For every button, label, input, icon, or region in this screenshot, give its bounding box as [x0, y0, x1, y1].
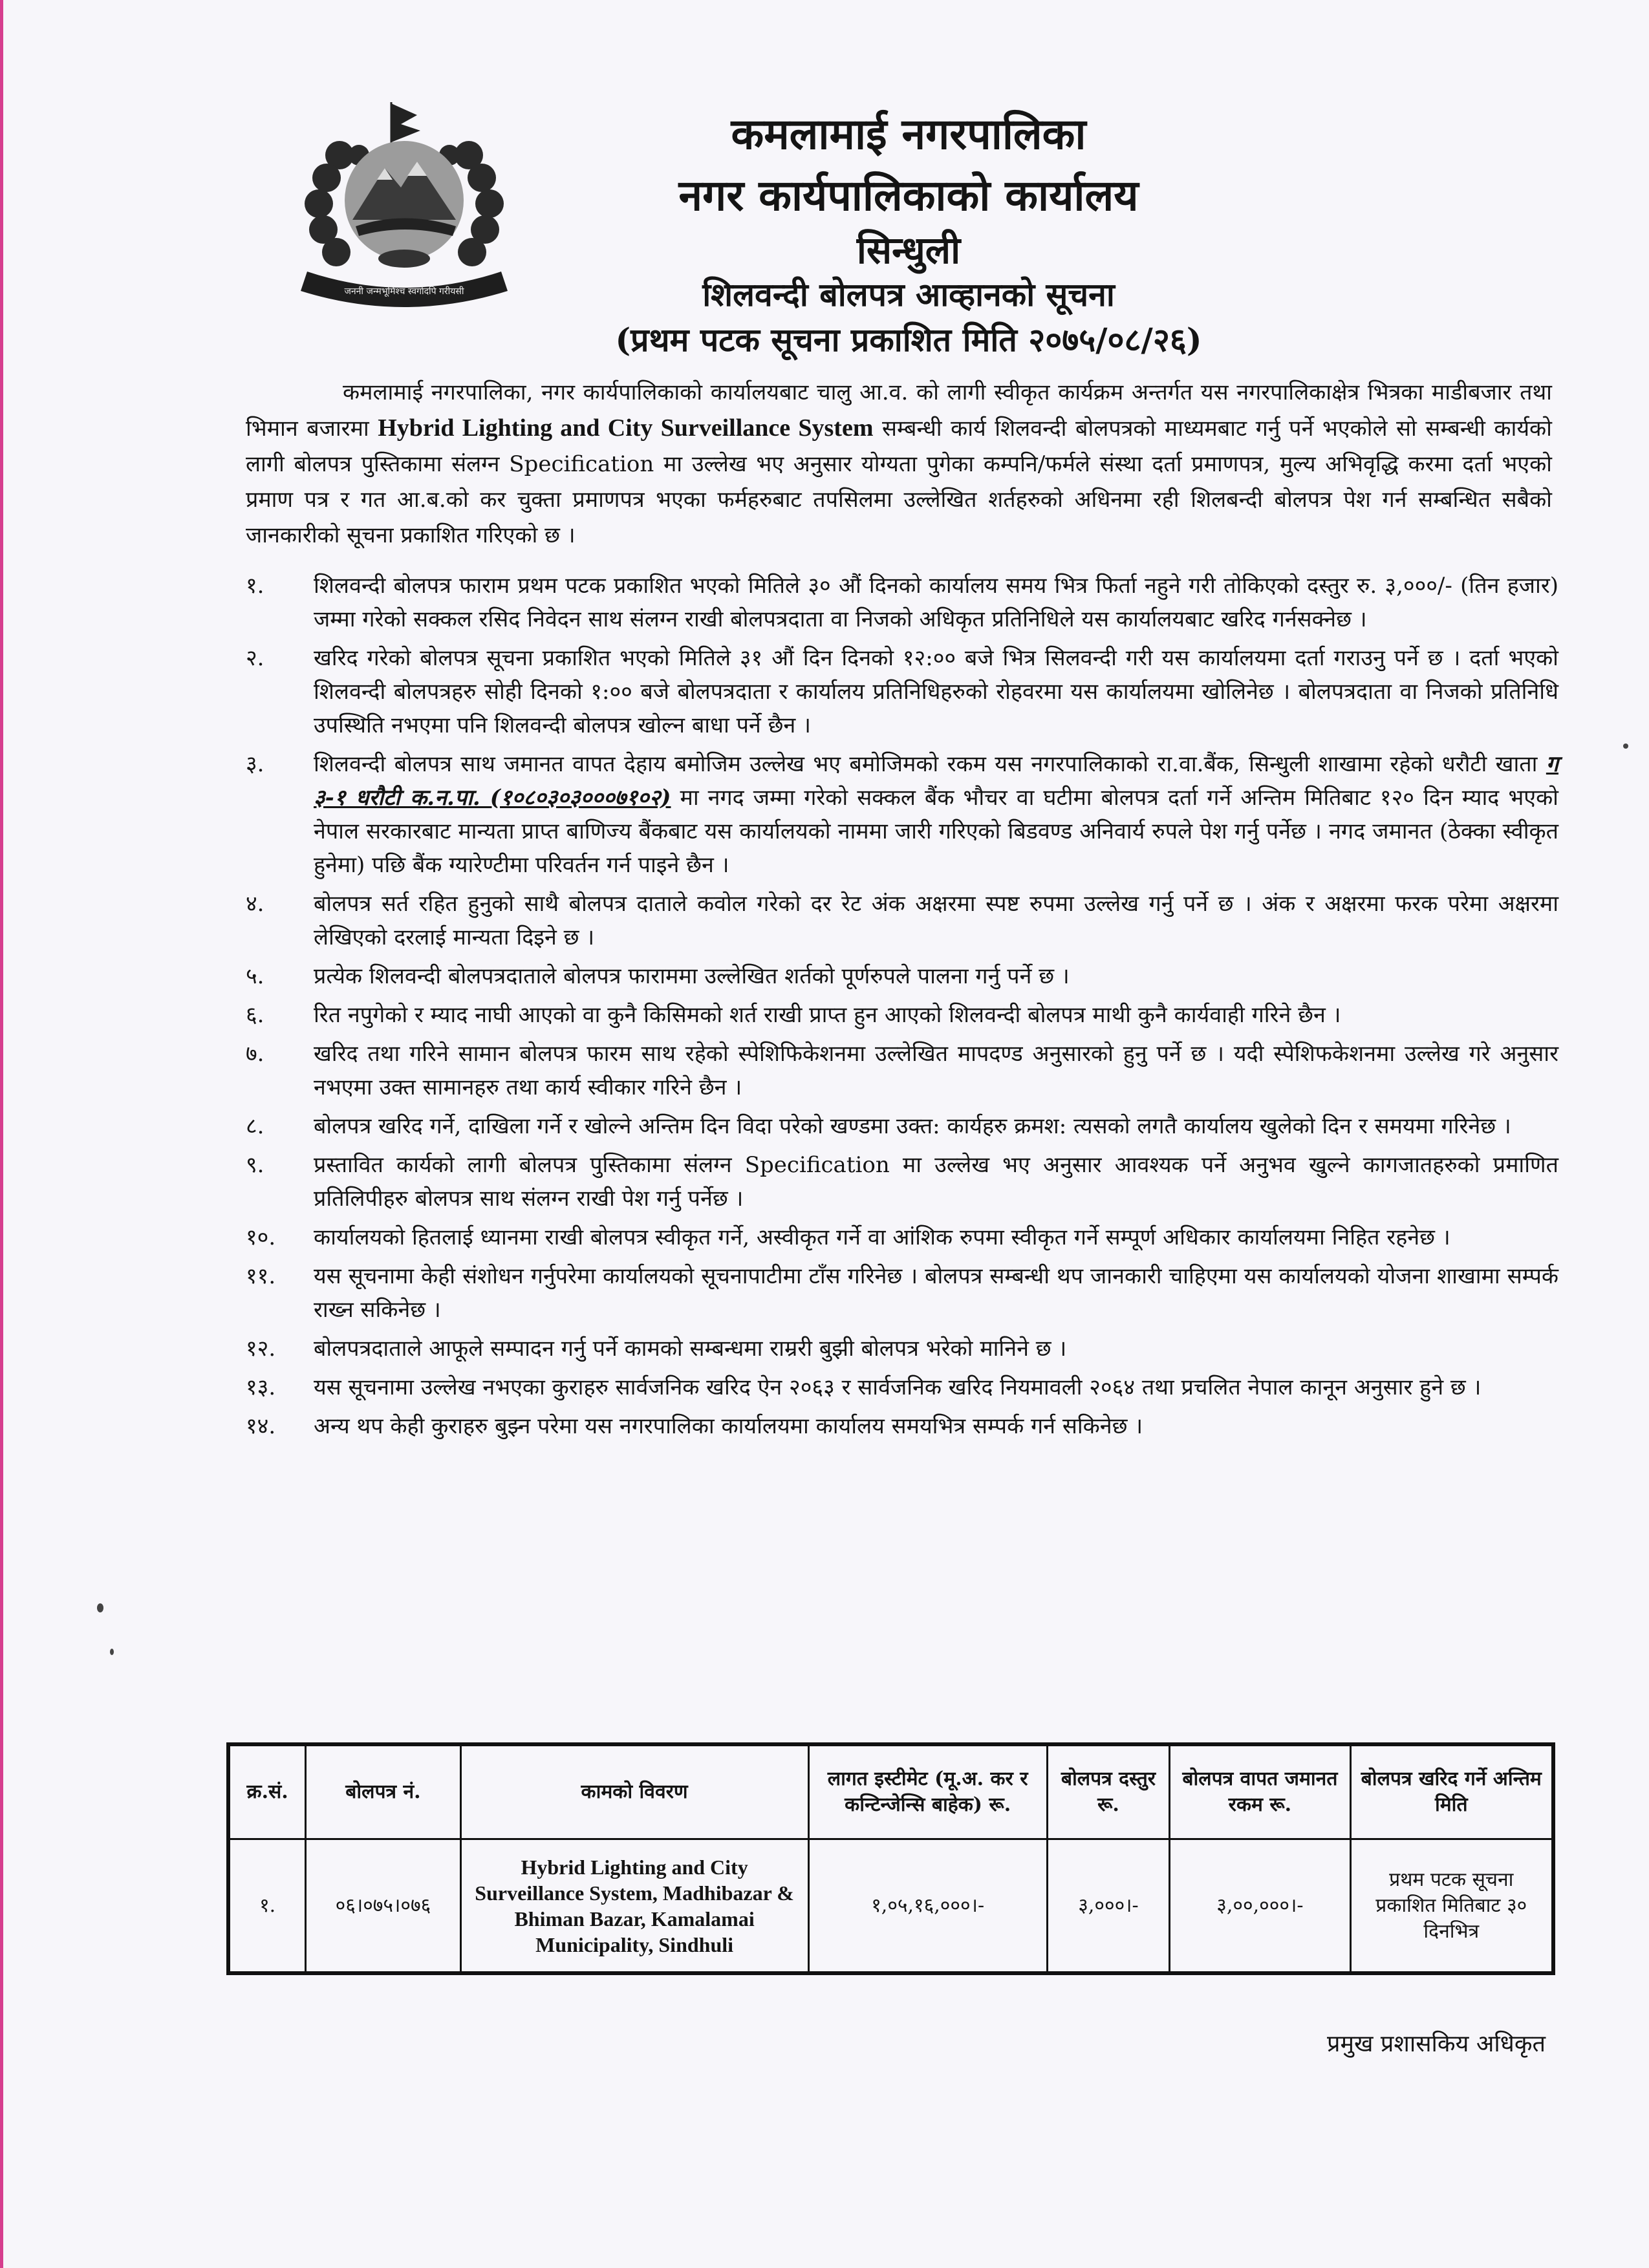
clause-item [233, 998, 1558, 1032]
column-header-description: कामको विवरण [460, 1744, 808, 1839]
clause-item [233, 887, 1558, 954]
clause-number: ११. [246, 1263, 276, 1289]
cell-bond: ३,००,०००।- [1170, 1839, 1350, 1974]
clause-item [233, 1109, 1558, 1143]
clause-item [233, 1259, 1558, 1327]
cell-description: Hybrid Lighting and City Surveillance System, Madhibazar & Bhiman Bazar, Kamalamai Municipality, Sindhuli [460, 1839, 808, 1974]
office-subtitle: नगर कार्यपालिकाको कार्यालय [678, 170, 1139, 220]
clause-text: अन्य थप केही कुराहरु बुझ्न परेमा यस नगरपालिका कार्यालयमा कार्यालय समयभित्र सम्पर्क गर्न सकिनेछ । [314, 1413, 1143, 1439]
clause-text: शिलवन्दी बोलपत्र फाराम प्रथम पटक प्रकाशित भएको मितिले ३० औं दिनको कार्यालय समय भित्र फिर्ता नहुने गरी तोकिएको दस्तुर रु. ३,०००/- (तिन हजार) जम्मा गरेको सक्कल रसिद निवेदन साथ संलग्न राखी बोलपत्रदाता वा निजको अधिकृत प्रतिनिधिले यस कार्यालयबाट खरिद गर्नसक्नेछ । [314, 573, 1558, 632]
nepal-government-emblem-icon [294, 97, 514, 310]
clause-text: रित नपुगेको र म्याद नाघी आएको वा कुनै किसिमको शर्त राखी प्राप्त हुन आएको शिलवन्दी बोलपत्र माथी कुनै कार्यवाही गरिने छैन । [314, 1002, 1341, 1028]
clause-number: १४. [246, 1413, 276, 1439]
column-header-bid-number: बोलपत्र नं. [306, 1744, 460, 1839]
clause-item [233, 1409, 1558, 1443]
clause-item [233, 1332, 1558, 1365]
cell-serial: १. [228, 1839, 306, 1974]
page-edge [0, 0, 3, 2268]
clause-number: ९. [246, 1152, 264, 1178]
table-header-row [228, 1744, 1553, 1839]
clause-number: १२. [246, 1336, 276, 1362]
column-header-estimate: लागत इस्टीमेट (मू.अ. कर र कन्टिन्जेन्सि बाहेक) रू. [808, 1744, 1047, 1839]
clause-text: यस सूचनामा केही संशोधन गर्नुपरेमा कार्यालयको सूचनापाटीमा टाँस गरिनेछ । बोलपत्र सम्बन्धी थप जानकारी चाहिएमा यस कार्यालयको योजना शाखामा सम्पर्क राख्न सकिनेछ । [314, 1263, 1558, 1323]
clause-number: ७. [246, 1041, 264, 1067]
bid-details-table [226, 1742, 1555, 1975]
intro-text-1: कमलामाई नगरपालिका, नगर कार्यपालिकाको कार्यालयबाट चालु आ.व. को लागी स्वीकृत कार्यक्रम अन्तर्गत यस नगरपालिकाक्षेत्र भित्रका माडीबजार तथा भिमान बजारमा [246, 380, 1552, 442]
column-header-deadline: बोलपत्र खरिद गर्ने अन्तिम मिति [1350, 1744, 1553, 1839]
clause-text: शिलवन्दी बोलपत्र साथ जमानत वापत देहाय बमोजिम उल्लेख भए बमोजिमको रकम यस नगरपालिकाको रा.वा.बैंक, सिन्धुली शाखामा रहेको धरौटी खाता [314, 751, 1538, 777]
clause-item [233, 959, 1558, 993]
scan-speck [97, 1603, 103, 1612]
column-header-serial: क्र.सं. [228, 1744, 306, 1839]
clause-item [233, 1221, 1558, 1254]
cell-deadline: प्रथम पटक सूचना प्रकाशित मितिबाट ३० दिनभित्र [1350, 1839, 1553, 1974]
table-row [228, 1839, 1553, 1974]
clause-item [233, 747, 1558, 882]
scan-speck [1623, 744, 1628, 749]
office-name: कमलामाई नगरपालिका [731, 109, 1086, 159]
cell-estimate: १,०५,१६,०००।- [808, 1839, 1047, 1974]
clause-text-continued: मा नगद जम्मा गरेको सक्कल बैंक भौचर वा घटीमा बोलपत्र दर्ता गर्ने अन्तिम मितिबाट १२० दिन म्याद भएको नेपाल सरकारबाट मान्यता प्राप्त बाणिज्य बैंकबाट यस कार्यालयको नाममा जारी गरिएको बिडवण्ड अनिवार्य रुपले पेश गर्नु पर्नेछ । नगद जमानत (ठेक्का स्वीकृत हुनेमा) पछि बैंक ग्यारेण्टीमा परिवर्तन गर्न पाइने छैन । [314, 785, 1558, 878]
cell-fee: ३,०००।- [1047, 1839, 1170, 1974]
clause-text: यस सूचनामा उल्लेख नभएका कुराहरु सार्वजनिक खरिद ऐन २०६३ र सार्वजनिक खरिद नियमावली २०६४ तथा प्रचलित नेपाल कानून अनुसार हुने छ । [314, 1375, 1482, 1400]
clause-item [233, 1037, 1558, 1104]
clause-list [233, 569, 1558, 1448]
district-name: सिन्धुली [856, 228, 961, 272]
scan-speck [110, 1649, 114, 1655]
clause-number: ८. [246, 1113, 264, 1139]
column-header-bond: बोलपत्र वापत जमानत रकम रू. [1170, 1744, 1350, 1839]
clause-item [233, 1371, 1558, 1404]
clause-item [233, 641, 1558, 742]
clause-number: ५. [246, 963, 264, 989]
clause-text: खरिद तथा गरिने सामान बोलपत्र फारम साथ रहेको स्पेशिफिकेशनमा उल्लेखित मापदण्ड अनुसारको हुनु पर्ने छ । यदी स्पेशिफकेशनमा उल्लेख गरे अनुसार नभएमा उक्त सामानहरु तथा कार्य स्वीकार गरिने छैन । [314, 1041, 1558, 1100]
clause-text: खरिद गरेको बोलपत्र सूचना प्रकाशित भएको मितिले ३१ औं दिन दिनको १२:०० बजे भित्र सिलवन्दी गरी यस कार्यालयमा दर्ता गराउनु पर्ने छ । दर्ता भएको शिलवन्दी बोलपत्रहरु सोही दिनको १:०० बजे बोलपत्रदाता र कार्यालय प्रतिनिधिहरुको रोहवरमा यस कार्यालयमा खोलिनेछ । बोलपत्रदाता वा निजको प्रतिनिधि उपस्थिति नभएमा पनि शिलवन्दी बोलपत्र खोल्न बाधा पर्ने छैन । [314, 645, 1558, 738]
clause-text: बोलपत्र सर्त रहित हुनुको साथै बोलपत्र दाताले कवोल गरेको दर रेट अंक अक्षरमा स्पष्ट रुपमा उल्लेख गर्नु पर्ने छ । अंक र अक्षरमा फरक परेमा अक्षरमा लेखिएको दरलाई मान्यता दिइने छ । [314, 891, 1558, 950]
project-name: Hybrid Lighting and City Surveillance System [378, 414, 874, 442]
clause-text: प्रस्तावित कार्यको लागी बोलपत्र पुस्तिकामा संलग्न Specification मा उल्लेख भए अनुसार आवश्यक पर्ने अनुभव खुल्ने कागजातहरुको प्रमाणित प्रतिलिपीहरु बोलपत्र साथ संलग्न राखी पेश गर्नु पर्नेछ । [314, 1152, 1558, 1212]
notice-title: शिलवन्दी बोलपत्र आव्हानको सूचना [702, 275, 1115, 314]
clause-number: २. [246, 645, 264, 671]
clause-text: कार्यालयको हितलाई ध्यानमा राखी बोलपत्र स्वीकृत गर्ने, अस्वीकृत गर्ने वा आंशिक रुपमा स्वीकृत गर्ने सम्पूर्ण अधिकार कार्यालयमा निहित रहनेछ । [314, 1225, 1450, 1250]
intro-paragraph [246, 375, 1552, 553]
clause-number: १. [246, 573, 264, 599]
clause-text: प्रत्येक शिलवन्दी बोलपत्रदाताले बोलपत्र फाराममा उल्लेखित शर्तको पूर्णरुपले पालना गर्नु पर्ने छ । [314, 963, 1070, 989]
clause-text: बोलपत्रदाताले आफूले सम्पादन गर्नु पर्ने कामको सम्बन्धमा राम्ररी बुझी बोलपत्र भरेको मानिने छ । [314, 1336, 1067, 1362]
clause-number: १०. [246, 1225, 276, 1250]
svg-text:जननी जन्मभूमिश्च स्वर्गादपि गर: जननी जन्मभूमिश्च स्वर्गादपि गरीयसी [344, 286, 464, 297]
cell-bid-number: ०६।०७५।०७६ [306, 1839, 460, 1974]
clause-number: ३. [246, 751, 264, 777]
clause-number: ४. [246, 891, 264, 917]
deposit-account-number: ग ३-१ धरौटी क.न.पा. (१०८०३०३०००७१०२) [314, 751, 1558, 811]
clause-number: १३. [246, 1375, 276, 1400]
column-header-fee: बोलपत्र दस्तुर रू. [1047, 1744, 1170, 1839]
clause-item [233, 569, 1558, 636]
publish-date: (प्रथम पटक सूचना प्रकाशित मिति २०७५/०८/२६) [615, 321, 1202, 359]
intro-text-2: सम्बन्धी कार्य शिलवन्दी बोलपत्रको माध्यमबाट गर्नु पर्ने भएकोले सो सम्बन्धी कार्यको लागी बोलपत्र पुस्तिकामा संलग्न Specification मा उल्लेख भए अनुसार योग्यता पुगेका कम्पनि/फर्मले संस्था दर्ता प्रमाणपत्र, मुल्य अभिवृद्धि करमा दर्ता भएको प्रमाण पत्र र गत आ.ब.को कर चुक्ता प्रमाणपत्र भएका फर्महरुबाट तपसिलमा उल्लेखित शर्तहरुको अधिनमा रही शिलबन्दी बोलपत्र पेश गर्न सम्बन्धित सबैको जानकारीको सूचना प्रकाशित गरिएको छ । [246, 416, 1552, 548]
signatory-title: प्रमुख प्रशासकिय अधिकृत [1327, 2031, 1546, 2057]
clause-number: ६. [246, 1002, 264, 1028]
clause-text: बोलपत्र खरिद गर्ने, दाखिला गर्ने र खोल्ने अन्तिम दिन विदा परेको खण्डमा उक्त: कार्यहरु क्रमश: त्यसको लगतै कार्यालय खुलेको दिन र समयमा गरिनेछ । [314, 1113, 1511, 1139]
clause-item [233, 1148, 1558, 1215]
